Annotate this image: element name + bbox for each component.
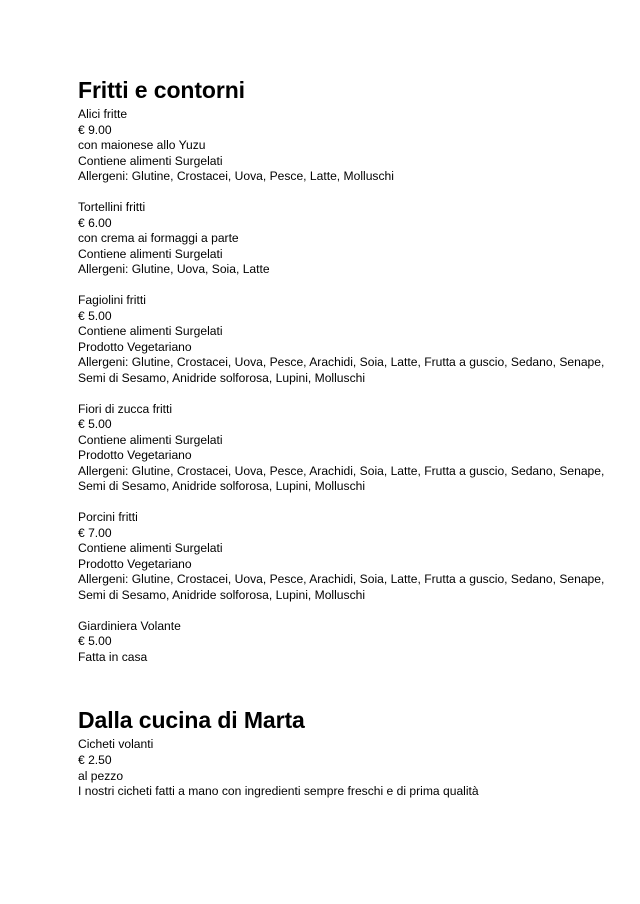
item-name: Alici fritte: [78, 107, 128, 121]
item-frozen-note: Contiene alimenti Surgelati: [78, 153, 223, 168]
menu-page: [78, 76, 618, 800]
item-allergens: Allergeni: Glutine, Uova, Soia, Latte: [78, 262, 270, 277]
item-name: Cicheti volanti: [78, 737, 154, 752]
item-name: Fagiolini fritti: [78, 292, 146, 307]
section-title: Dalla cucina di Marta: [78, 707, 305, 734]
item-price: € 7.00: [78, 525, 112, 540]
menu-item-fagiolini-fritti: [78, 293, 618, 387]
section-title: Fritti e contorni: [78, 77, 245, 103]
item-vegetarian-note: Prodotto Vegetariano: [78, 339, 192, 354]
item-description: con maionese allo Yuzu: [78, 138, 206, 153]
menu-section-fritti-e-contorni: [78, 76, 618, 665]
item-frozen-note: Contiene alimenti Surgelati: [78, 246, 223, 261]
item-name: Porcini fritti: [78, 510, 138, 525]
item-description: con crema ai formaggi a parte: [78, 231, 239, 246]
item-price: € 5.00: [78, 417, 112, 432]
item-unit-note: al pezzo: [78, 768, 124, 783]
item-name: Fiori di zucca fritti: [78, 401, 173, 416]
item-frozen-note: Contiene alimenti Surgelati: [78, 324, 223, 339]
menu-item-fiori-di-zucca-fritti: [78, 402, 618, 496]
item-description: Fatta in casa: [78, 649, 148, 664]
item-price: € 6.00: [78, 215, 112, 230]
item-frozen-note: Contiene alimenti Surgelati: [78, 541, 223, 556]
item-allergens: Allergeni: Glutine, Crostacei, Uova, Pesce, Arachidi, Soia, Latte, Frutta a guscio, Sedano, Senape, Semi di Sesamo, Anidride solforosa, Lupini, Molluschi: [78, 355, 605, 385]
item-frozen-note: Contiene alimenti Surgelati: [78, 432, 223, 447]
item-description: I nostri cicheti fatti a mano con ingredienti sempre freschi e di prima qualità: [78, 784, 479, 799]
item-allergens: Allergeni: Glutine, Crostacei, Uova, Pesce, Arachidi, Soia, Latte, Frutta a guscio, Sedano, Senape, Semi di Sesamo, Anidride solforosa, Lupini, Molluschi: [78, 572, 605, 603]
menu-item-alici-fritte: [78, 107, 618, 185]
item-price: € 5.00: [78, 634, 112, 649]
item-name: Giardiniera Volante: [78, 618, 181, 633]
item-price: € 9.00: [78, 122, 112, 137]
menu-section-dalla-cucina-di-marta: [78, 706, 618, 799]
item-name: Tortellini fritti: [78, 199, 146, 214]
menu-item-cicheti-volanti: [78, 737, 618, 799]
menu-item-giardiniera-volante: [78, 619, 618, 666]
item-allergens: Allergeni: Glutine, Crostacei, Uova, Pesce, Latte, Molluschi: [78, 169, 394, 184]
item-price: € 5.00: [78, 308, 112, 323]
menu-item-porcini-fritti: [78, 510, 618, 604]
item-vegetarian-note: Prodotto Vegetariano: [78, 556, 192, 571]
menu-item-tortellini-fritti: [78, 200, 618, 278]
item-allergens: Allergeni: Glutine, Crostacei, Uova, Pesce, Arachidi, Soia, Latte, Frutta a guscio, Sedano, Senape, Semi di Sesamo, Anidride solforosa, Lupini, Molluschi: [78, 463, 605, 494]
item-vegetarian-note: Prodotto Vegetariano: [78, 448, 192, 463]
item-price: € 2.50: [78, 753, 112, 767]
